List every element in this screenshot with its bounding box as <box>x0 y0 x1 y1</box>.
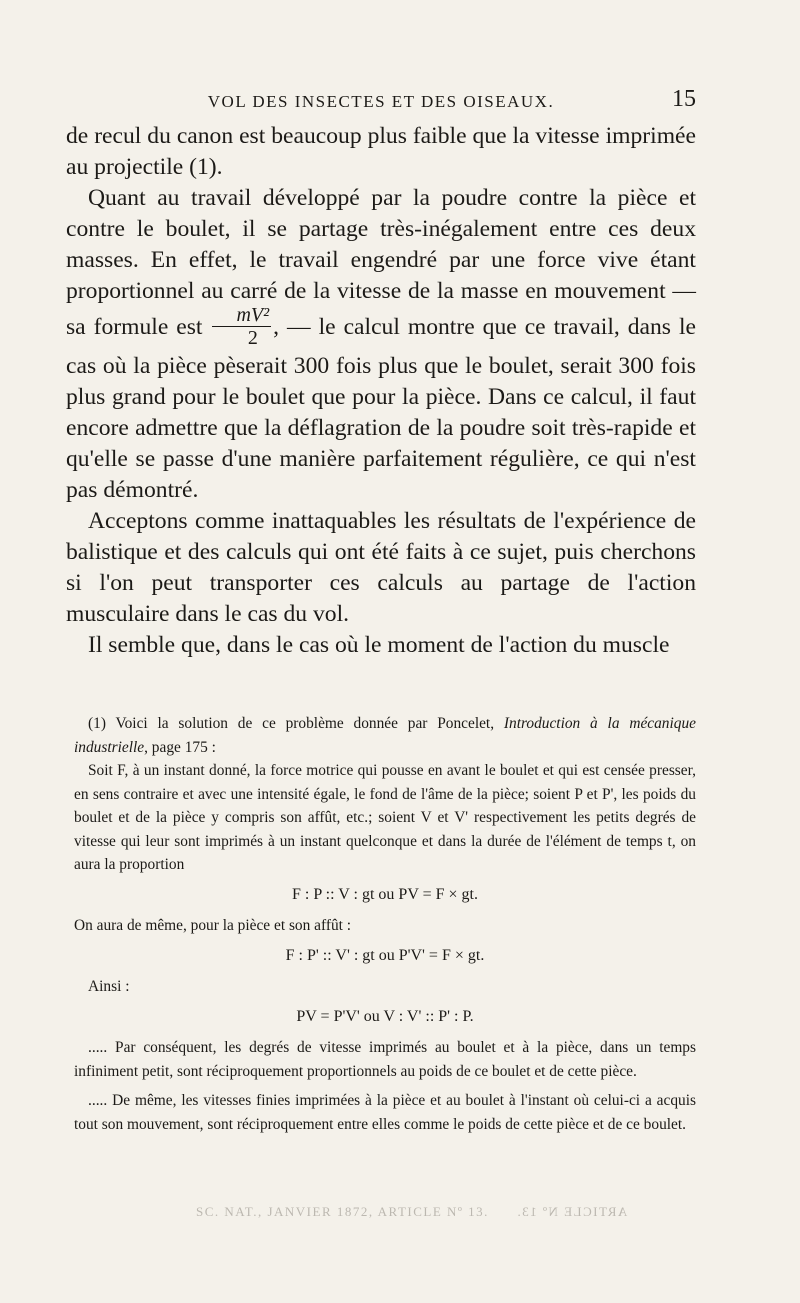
footer-journal-reference: SC. NAT., JANVIER 1872, ARTICLE Nº 13. <box>196 1204 489 1219</box>
formula-numerator: mV² <box>212 304 271 327</box>
page-number: 15 <box>672 86 696 112</box>
kinetic-energy-formula <box>212 304 271 349</box>
footnote-intro-text: (1) Voici la solution de ce problème donnée par Poncelet, <box>88 715 495 732</box>
page-header <box>66 86 696 116</box>
footnote-block <box>74 712 696 1136</box>
paragraph-2-end: , — le calcul montre que ce travail, dans le cas où la pièce pèserait 300 fois plus que le boulet, serait 300 fois plus grand pour le boulet que pour la pièce. Dans ce calcul, il faut encore admettre que la déflagration de la poudre soit très-rapide et qu'elle se passe d'une manière parfaitement régulière, ce qui n'est pas démontré. <box>66 314 696 504</box>
formula-1: F : P :: V : gt ou PV = F × gt. <box>292 885 478 903</box>
page-footer <box>66 1204 696 1234</box>
footnote-book-title: Introduction à la mécanique industrielle <box>74 715 696 756</box>
paragraph-2 <box>66 183 696 506</box>
paragraph-3: Acceptons comme inattaquables les résultats de l'expérience de balistique et des calculs qui ont été faits à ce sujet, puis cherchons si l'on peut transporter ces calculs au partage de l'action musculaire dans le cas du vol. <box>66 507 696 627</box>
running-title: VOL DES INSECTES ET DES OISEAUX. <box>207 92 555 111</box>
paragraph-4: Il semble que, dans le cas où le moment de l'action du muscle <box>88 631 670 658</box>
paragraph-1: de recul du canon est beaucoup plus faible que la vitesse imprimée au projectile (1). <box>66 123 696 180</box>
paragraph-2-start: Quant au travail développé par la poudre contre la pièce et contre le boulet, il se partage très-inégalement entre ces deux masses. En effet, le travail engendré par une force vive étant proportionnel au carré de la vitesse de la masse en mouvement — sa formule est <box>66 184 696 341</box>
footer-article-bleedthrough: ARTICLE Nº 13. <box>516 1204 628 1219</box>
footnote-paragraph-3: Ainsi : <box>88 978 130 995</box>
footnote-paragraph-2: On aura de même, pour la pièce et son affût : <box>74 917 352 934</box>
footnote-page-ref: , page 175 : <box>144 738 216 756</box>
footnote-paragraph-1: Soit F, à un instant donné, la force motrice qui pousse en avant le boulet et qui est censée presser, en sens contraire et avec une intensité égale, le fond de l'âme de la pièce; soient P et P', les poids du boulet et de la pièce y compris son affût, etc.; soient V et V' respectivement les petits degrés de vitesse qui leur sont imprimés à un instant quelconque et dans la durée de l'élément de temps t, on aura la proportion <box>74 762 696 873</box>
formula-denominator: 2 <box>247 327 258 350</box>
formula-2: F : P' :: V' : gt ou P'V' = F × gt. <box>285 946 485 964</box>
footnote-paragraph-4: ..... Par conséquent, les degrés de vitesse imprimés au boulet et à la pièce, dans un temps infiniment petit, sont réciproquement proportionnels au poids de ce boulet et de cette pièce. <box>74 1039 696 1080</box>
formula-3: PV = P'V' ou V : V' :: P' : P. <box>296 1007 474 1025</box>
main-text <box>66 121 696 661</box>
footnote-intro <box>74 712 696 759</box>
footnote-paragraph-5: ..... De même, les vitesses finies imprimées à la pièce et au boulet à l'instant où celui-ci a acquis tout son mouvement, sont réciproquement entre elles comme le poids de cette pièce et de ce boulet. <box>74 1092 696 1133</box>
